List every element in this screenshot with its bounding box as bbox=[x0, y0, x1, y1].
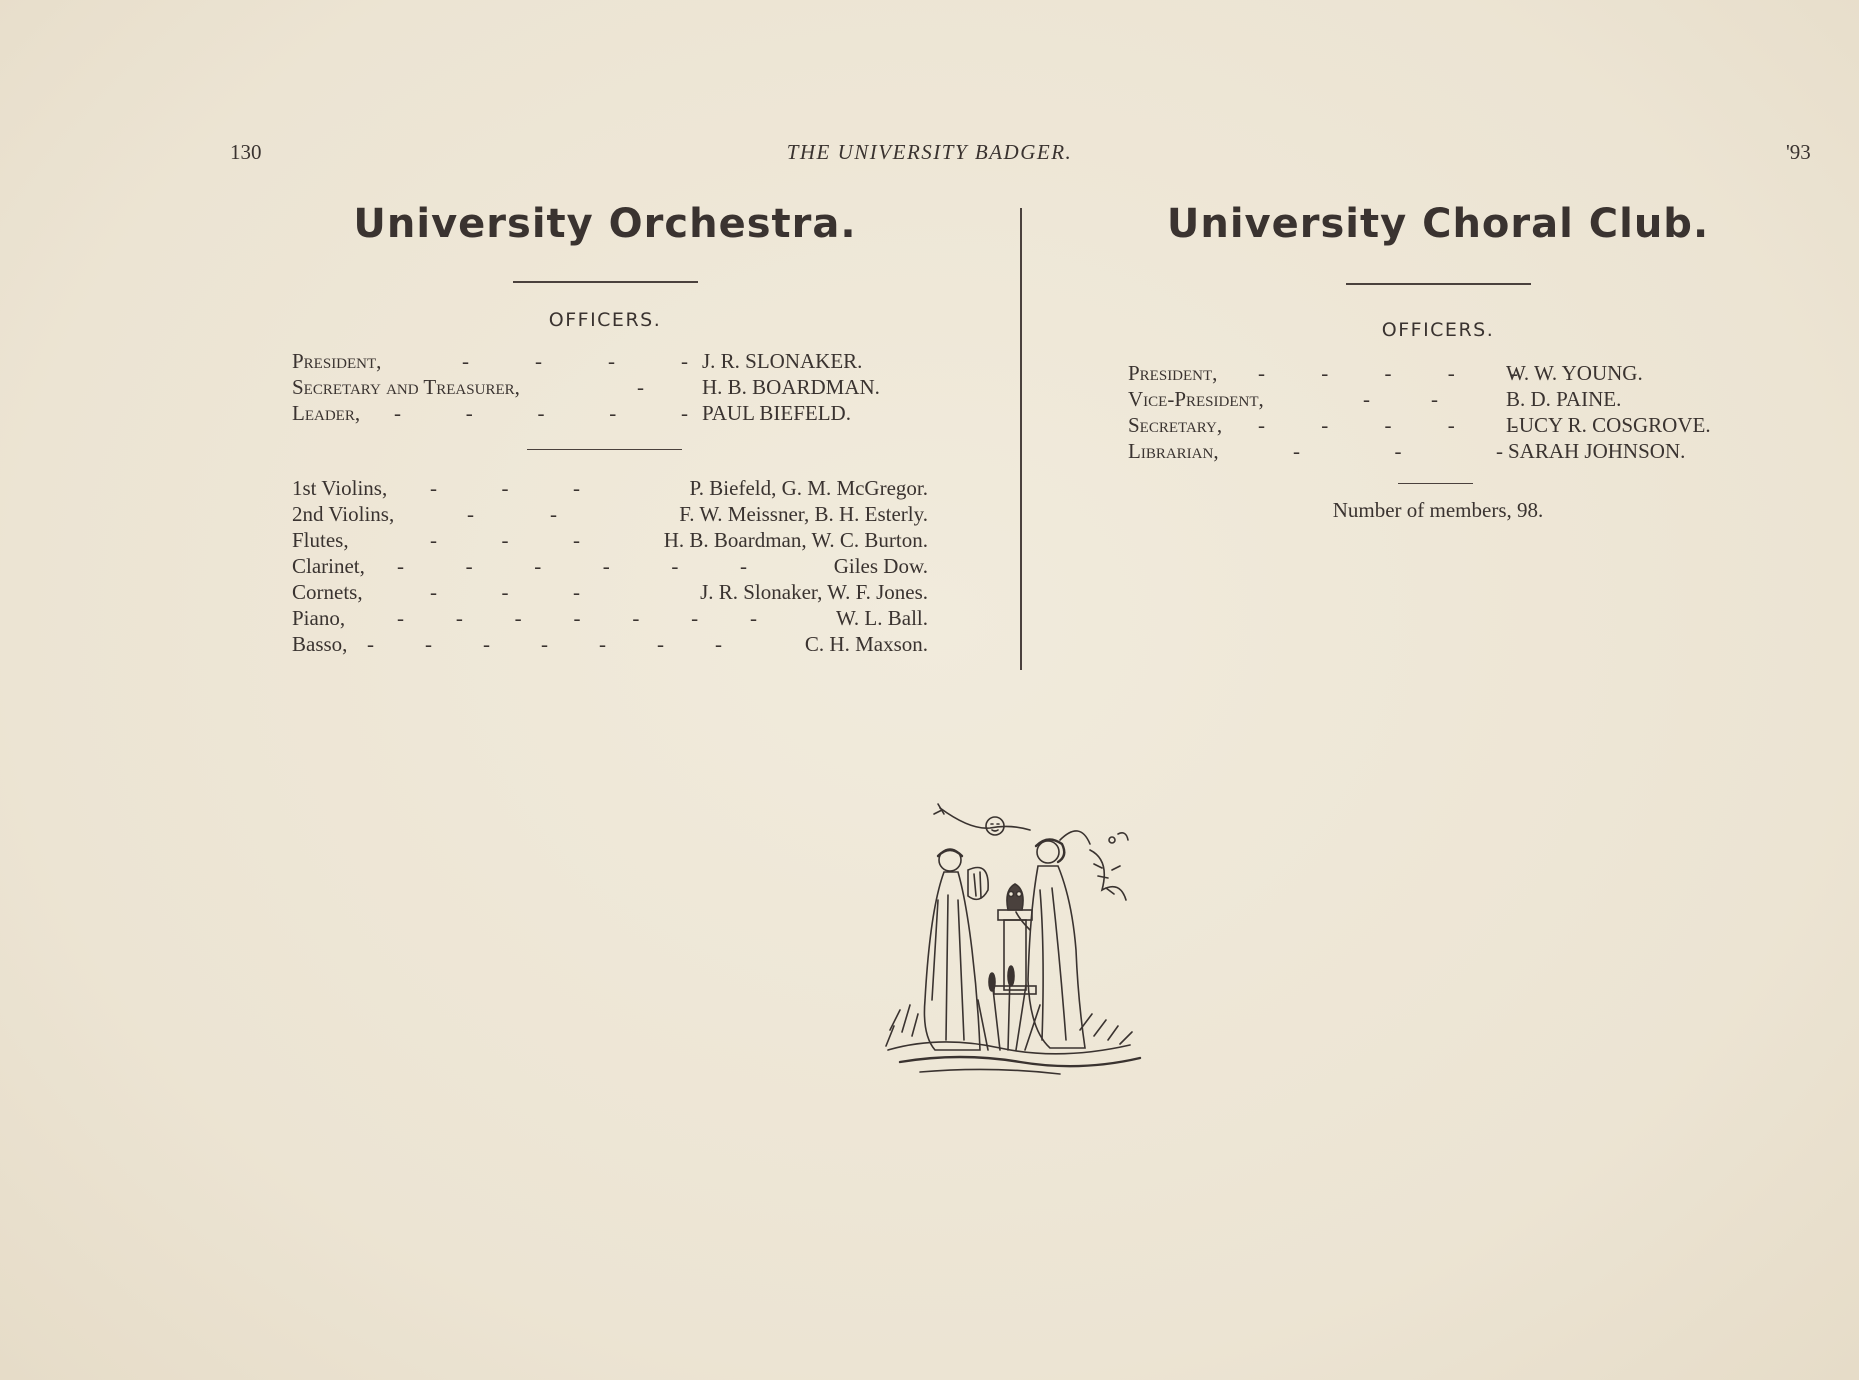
choral-officers-heading: OFFICERS. bbox=[1381, 318, 1495, 341]
officer-row bbox=[282, 375, 928, 401]
instrument-row bbox=[282, 580, 928, 606]
leader-dashes: - - - bbox=[430, 579, 580, 604]
officer-name: SARAH JOHNSON. bbox=[1508, 438, 1686, 463]
members-count: Number of members, 98. bbox=[1332, 497, 1544, 522]
officer-name: B. D. PAINE. bbox=[1506, 386, 1622, 411]
instrument-players: F. W. Meissner, B. H. Esterly. bbox=[679, 501, 928, 526]
instrument-row bbox=[282, 606, 928, 632]
instrument-label: Flutes, bbox=[292, 527, 349, 552]
officer-role: Secretary and Treasurer, bbox=[292, 374, 520, 399]
officer-row bbox=[282, 349, 928, 375]
instrument-row bbox=[282, 502, 928, 528]
leader-dashes: - - - - - bbox=[1258, 360, 1518, 385]
officer-name: LUCY R. COSGROVE. bbox=[1506, 412, 1711, 437]
officer-role: Secretary, bbox=[1128, 412, 1223, 437]
muses-vignette-illustration bbox=[880, 800, 1160, 1080]
officer-name: H. B. BOARDMAN. bbox=[702, 374, 880, 399]
running-head: THE UNIVERSITY BADGER. bbox=[786, 140, 1073, 164]
instrument-label: Clarinet, bbox=[292, 553, 365, 578]
officer-role: President, bbox=[292, 348, 382, 373]
officer-name: PAUL BIEFELD. bbox=[702, 400, 851, 425]
officer-row bbox=[1118, 439, 1758, 465]
leader-dashes: - - - - - bbox=[394, 400, 688, 425]
officer-row bbox=[1118, 387, 1758, 413]
leader-dashes: - - bbox=[467, 501, 557, 526]
officer-row bbox=[1118, 361, 1758, 387]
choral-club-title: University Choral Club. bbox=[1166, 201, 1710, 247]
leader-dashes: - - - bbox=[1293, 438, 1503, 463]
instrument-label: 1st Violins, bbox=[292, 475, 388, 500]
instrument-row bbox=[282, 528, 928, 554]
orchestra-members-list bbox=[282, 476, 928, 658]
instrument-label: Cornets, bbox=[292, 579, 363, 604]
leader-dashes: - - - - - - - bbox=[397, 605, 757, 630]
section-rule bbox=[1398, 483, 1473, 484]
title-rule bbox=[1346, 283, 1531, 285]
instrument-row bbox=[282, 632, 928, 658]
choral-club-section bbox=[1118, 195, 1758, 523]
page-number: 130 bbox=[230, 140, 262, 164]
leader-dashes: - - - - bbox=[462, 348, 688, 373]
officer-role: President, bbox=[1128, 360, 1218, 385]
leader-dashes: - bbox=[637, 374, 644, 399]
choral-officers-list bbox=[1118, 361, 1758, 465]
instrument-players: P. Biefeld, G. M. McGregor. bbox=[689, 475, 928, 500]
officer-role: Vice-President, bbox=[1128, 386, 1264, 411]
leader-dashes: - - - - - - bbox=[397, 553, 747, 578]
orchestra-officers-list bbox=[282, 349, 928, 427]
leader-dashes: - - - bbox=[430, 475, 580, 500]
leader-dashes: - - - bbox=[430, 527, 580, 552]
instrument-players: J. R. Slonaker, W. F. Jones. bbox=[700, 579, 928, 604]
instrument-label: Basso, bbox=[292, 631, 348, 656]
section-rule bbox=[527, 449, 682, 450]
orchestra-title: University Orchestra. bbox=[353, 201, 857, 247]
instrument-players: C. H. Maxson. bbox=[804, 631, 928, 656]
orchestra-officers-heading: OFFICERS. bbox=[548, 308, 662, 331]
officer-name: J. R. SLONAKER. bbox=[702, 348, 863, 373]
class-year-mark: '93 bbox=[1786, 140, 1811, 164]
leader-dashes: - - - - - - - bbox=[367, 631, 722, 656]
officer-name: W. W. YOUNG. bbox=[1506, 360, 1643, 385]
officer-role: Librarian, bbox=[1128, 438, 1219, 463]
leader-dashes: - - - - - bbox=[1258, 412, 1518, 437]
instrument-label: 2nd Violins, bbox=[292, 501, 395, 526]
instrument-players: H. B. Boardman, W. C. Burton. bbox=[663, 527, 928, 552]
instrument-players: Giles Dow. bbox=[833, 553, 928, 578]
leader-dashes: - - bbox=[1363, 386, 1438, 411]
instrument-label: Piano, bbox=[292, 605, 346, 630]
officer-role: Leader, bbox=[292, 400, 361, 425]
instrument-row bbox=[282, 554, 928, 580]
officer-row bbox=[282, 401, 928, 427]
officer-row bbox=[1118, 413, 1758, 439]
column-divider bbox=[1020, 208, 1022, 670]
orchestra-section bbox=[282, 195, 928, 658]
instrument-row bbox=[282, 476, 928, 502]
title-rule bbox=[513, 281, 698, 283]
instrument-players: W. L. Ball. bbox=[836, 605, 928, 630]
